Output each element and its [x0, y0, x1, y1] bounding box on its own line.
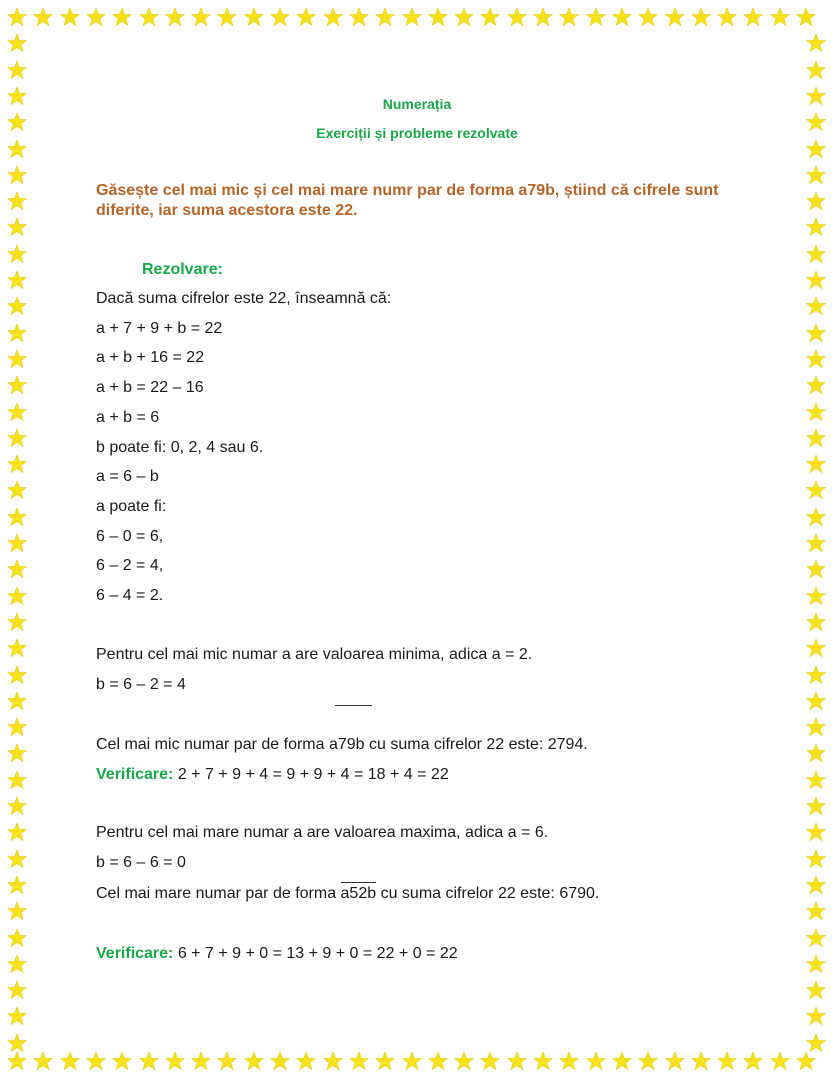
star-icon — [296, 1051, 316, 1071]
star-icon — [770, 7, 790, 27]
star-icon — [270, 7, 290, 27]
star-icon — [296, 7, 316, 27]
star-icon — [7, 665, 27, 685]
star-icon — [665, 1051, 685, 1071]
star-icon — [806, 165, 826, 185]
star-icon — [139, 1051, 159, 1071]
star-icon — [796, 1051, 816, 1071]
star-icon — [33, 1051, 53, 1071]
star-icon — [7, 296, 27, 316]
solution-line: a poate fi: — [96, 497, 167, 515]
max-case-b: b = 6 – 6 = 0 — [96, 854, 186, 871]
star-icon — [7, 33, 27, 53]
star-icon — [454, 1051, 474, 1071]
star-icon — [7, 480, 27, 500]
star-icon — [191, 1051, 211, 1071]
star-icon — [7, 612, 27, 632]
star-icon — [7, 691, 27, 711]
star-icon — [806, 375, 826, 395]
star-icon — [86, 1051, 106, 1071]
solution-line: a + b = 22 – 16 — [96, 379, 204, 397]
star-icon — [806, 875, 826, 895]
min-case-intro: Pentru cel mai mic numar a are valoarea minima, adica a = 2. — [96, 646, 533, 663]
star-icon — [454, 7, 474, 27]
star-icon — [7, 586, 27, 606]
star-icon — [806, 244, 826, 264]
page-title: Numerația — [382, 96, 452, 112]
star-icon — [7, 165, 27, 185]
star-icon — [375, 1051, 395, 1071]
star-icon — [7, 638, 27, 658]
star-icon — [559, 1051, 579, 1071]
star-icon — [7, 454, 27, 474]
star-icon — [806, 349, 826, 369]
star-icon — [33, 7, 53, 27]
star-icon — [691, 1051, 711, 1071]
star-icon — [691, 7, 711, 27]
star-icon — [7, 822, 27, 842]
star-icon — [270, 1051, 290, 1071]
star-icon — [428, 7, 448, 27]
overlined-number: a52b — [341, 885, 377, 903]
star-icon — [806, 796, 826, 816]
star-icon — [323, 7, 343, 27]
star-icon — [743, 1051, 763, 1071]
star-icon — [7, 60, 27, 80]
star-icon — [7, 1006, 27, 1026]
star-icon — [7, 270, 27, 290]
star-icon — [806, 1033, 826, 1053]
star-icon — [7, 559, 27, 579]
star-icon — [191, 7, 211, 27]
star-icon — [806, 139, 826, 159]
star-icon — [612, 1051, 632, 1071]
star-icon — [806, 717, 826, 737]
star-icon — [323, 1051, 343, 1071]
star-icon — [796, 7, 816, 27]
verify-text: 2 + 7 + 9 + 4 = 9 + 9 + 4 = 18 + 4 = 22 — [173, 766, 449, 783]
star-icon — [612, 7, 632, 27]
star-icon — [806, 638, 826, 658]
star-icon — [7, 323, 27, 343]
star-icon — [586, 7, 606, 27]
star-icon — [806, 822, 826, 842]
star-icon — [7, 1051, 27, 1071]
star-icon — [665, 7, 685, 27]
star-icon — [806, 928, 826, 948]
star-icon — [507, 1051, 527, 1071]
star-icon — [743, 7, 763, 27]
star-icon — [7, 928, 27, 948]
star-icon — [770, 1051, 790, 1071]
star-icon — [7, 244, 27, 264]
star-icon — [217, 1051, 237, 1071]
solution-line: 6 – 2 = 4, — [96, 557, 164, 575]
star-icon — [806, 217, 826, 237]
solution-line: 6 – 4 = 2. — [96, 587, 164, 604]
star-icon — [806, 954, 826, 974]
star-icon — [717, 1051, 737, 1071]
star-icon — [428, 1051, 448, 1071]
star-icon — [806, 60, 826, 80]
star-icon — [480, 7, 500, 27]
star-icon — [7, 428, 27, 448]
star-icon — [806, 480, 826, 500]
star-icon — [559, 7, 579, 27]
star-icon — [806, 665, 826, 685]
solution-line: b poate fi: 0, 2, 4 sau 6. — [96, 438, 264, 456]
solution-line: a + b = 6 — [96, 408, 160, 426]
min-case-verify — [96, 766, 449, 784]
verify-label: Verificare: — [96, 945, 174, 962]
star-icon — [60, 1051, 80, 1071]
star-icon — [7, 349, 27, 369]
star-icon — [7, 375, 27, 395]
min-case-b: b = 6 – 2 = 4 — [96, 676, 186, 693]
star-icon — [7, 875, 27, 895]
star-icon — [7, 980, 27, 1000]
star-icon — [533, 1051, 553, 1071]
star-icon — [806, 533, 826, 553]
star-icon — [139, 7, 159, 27]
max-case-result: Cel mai mare numar par de forma a52b cu suma cifrelor 22 este: 6790. — [96, 885, 599, 903]
star-icon — [806, 980, 826, 1000]
star-icon — [806, 849, 826, 869]
star-icon — [402, 7, 422, 27]
star-icon — [533, 7, 553, 27]
star-icon — [638, 1051, 658, 1071]
star-icon — [112, 1051, 132, 1071]
star-icon — [806, 33, 826, 53]
star-icon — [806, 507, 826, 527]
star-icon — [806, 586, 826, 606]
page-subtitle: Exerciții și probleme rezolvate — [316, 125, 518, 141]
star-icon — [7, 139, 27, 159]
star-icon — [806, 770, 826, 790]
star-icon — [480, 1051, 500, 1071]
star-icon — [806, 691, 826, 711]
verify-label: Verificare: — [96, 766, 174, 783]
solution-line: a + 7 + 9 + b = 22 — [96, 319, 223, 337]
star-icon — [7, 191, 27, 211]
star-icon — [375, 7, 395, 27]
star-icon — [806, 454, 826, 474]
verify-text: 6 + 7 + 9 + 0 = 13 + 9 + 0 = 22 + 0 = 22 — [173, 945, 458, 962]
star-icon — [806, 612, 826, 632]
star-icon — [806, 743, 826, 763]
star-icon — [806, 559, 826, 579]
solution-line: Dacă suma cifrelor este 22, înseamnă că: — [96, 290, 392, 307]
star-icon — [7, 743, 27, 763]
star-icon — [806, 296, 826, 316]
star-icon — [806, 428, 826, 448]
star-icon — [7, 217, 27, 237]
star-icon — [806, 1006, 826, 1026]
star-icon — [112, 7, 132, 27]
star-icon — [806, 270, 826, 290]
star-icon — [244, 1051, 264, 1071]
solution-label: Rezolvare: — [142, 261, 223, 278]
star-icon — [86, 7, 106, 27]
star-icon — [806, 323, 826, 343]
star-icon — [165, 1051, 185, 1071]
star-icon — [349, 7, 369, 27]
star-icon — [717, 7, 737, 27]
max-case-intro: Pentru cel mai mare numar a are valoarea maxima, adica a = 6. — [96, 824, 549, 841]
star-icon — [402, 1051, 422, 1071]
solution-line: 6 – 0 = 6, — [96, 527, 164, 545]
star-icon — [217, 7, 237, 27]
star-icon — [7, 849, 27, 869]
star-icon — [349, 1051, 369, 1071]
star-icon — [7, 7, 27, 27]
solution-line: a + b + 16 = 22 — [96, 349, 205, 367]
star-icon — [7, 770, 27, 790]
star-icon — [7, 533, 27, 553]
star-icon — [7, 402, 27, 422]
star-icon — [7, 1033, 27, 1053]
overline-mark — [335, 705, 372, 706]
star-icon — [806, 901, 826, 921]
star-icon — [806, 191, 826, 211]
star-icon — [244, 7, 264, 27]
star-icon — [586, 1051, 606, 1071]
star-icon — [7, 954, 27, 974]
problem-statement: Găsește cel mai mic și cel mai mare numr par de forma a79b, știind că cifrele sunt diferite, iar suma acestora este 22. — [96, 182, 719, 219]
min-case-result: Cel mai mic numar par de forma a79b cu suma cifrelor 22 este: 2794. — [96, 736, 588, 753]
star-icon — [806, 402, 826, 422]
star-icon — [7, 717, 27, 737]
star-icon — [7, 901, 27, 921]
star-icon — [7, 507, 27, 527]
star-icon — [507, 7, 527, 27]
max-case-verify — [96, 945, 458, 963]
star-icon — [638, 7, 658, 27]
star-icon — [165, 7, 185, 27]
star-icon — [7, 796, 27, 816]
solution-line: a = 6 – b — [96, 468, 159, 486]
star-icon — [60, 7, 80, 27]
